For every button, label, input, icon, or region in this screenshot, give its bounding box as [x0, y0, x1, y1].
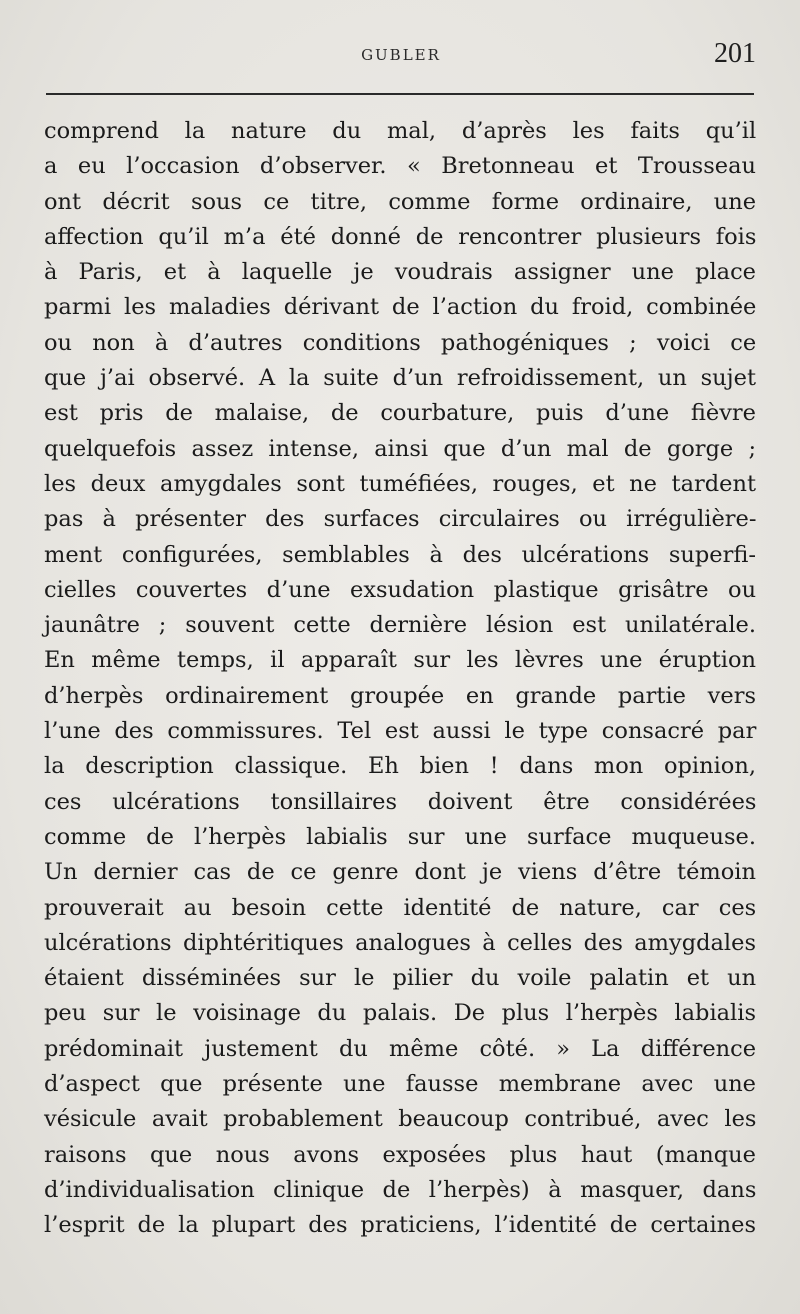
text-line: prouverait au besoin cette identité de nature, car ces	[44, 894, 757, 921]
text-line: ulcérations diphtéritiques analogues à celles des amygdales	[44, 929, 756, 956]
text-line: jaunâtre ; souvent cette dernière lésion est unilatérale.	[44, 612, 756, 639]
text-line: la description classique. Eh bien ! dans mon opinion,	[44, 753, 756, 780]
text-line: est pris de malaise, de courbature, puis d’une fièvre	[44, 400, 756, 427]
text-line: étaient disséminées sur le pilier du voile palatin et un	[44, 965, 757, 992]
text-line: pas à présenter des surfaces circulaires ou irrégulière-	[44, 506, 757, 533]
text-line: vésicule avait probablement beaucoup contribué, avec les	[44, 1106, 757, 1133]
text-line: que j’ai observé. A la suite d’un refroidissement, un sujet	[44, 365, 756, 392]
text-line: comprend la nature du mal, d’après les faits qu’il	[44, 118, 757, 144]
text-line: à Paris, et à laquelle je voudrais assigner une place	[44, 259, 756, 286]
text-line: ont décrit sous ce titre, comme forme ordinaire, une	[44, 188, 757, 215]
text-line: l’esprit de la plupart des praticiens, l’identité de certaines	[44, 1212, 756, 1239]
text-line: raisons que nous avons exposées plus haut (manque	[44, 1141, 756, 1168]
text-line: En même temps, il apparaît sur les lèvres une éruption	[44, 647, 757, 674]
page-number: 201	[714, 38, 756, 69]
text-line: d’individualisation clinique de l’herpès) à masquer, dans	[44, 1176, 757, 1203]
text-line: prédominait justement du même côté. » La différence	[44, 1035, 757, 1062]
page-header	[46, 36, 756, 76]
text-line: quelquefois assez intense, ainsi que d’un mal de gorge ;	[44, 435, 757, 462]
text-line: affection qu’il m’a été donné de rencontrer plusieurs fois	[44, 223, 757, 250]
text-line: d’aspect que présente une fausse membrane avec une	[44, 1071, 756, 1098]
text-line: Un dernier cas de ce genre dont je viens d’être témoin	[44, 859, 756, 886]
text-line: ou non à d’autres conditions pathogéniques ; voici ce	[44, 329, 757, 356]
text-line: l’une des commissures. Tel est aussi le type consacré par	[44, 718, 757, 745]
body-paragraph	[44, 114, 756, 1244]
text-line: les deux amygdales sont tuméfiées, rouges, et ne tardent	[44, 470, 756, 497]
text-line: comme de l’herpès labialis sur une surface muqueuse.	[44, 823, 756, 850]
text-line: ces ulcérations tonsillaires doivent être considérées	[44, 788, 757, 815]
text-line: cielles couvertes d’une exsudation plastique grisâtre ou	[44, 576, 757, 603]
text-line: d’herpès ordinairement groupée en grande partie vers	[44, 682, 756, 709]
text-line: a eu l’occasion d’observer. « Bretonneau et Trousseau	[44, 153, 756, 180]
text-line: peu sur le voisinage du palais. De plus l’herpès labialis	[44, 1000, 756, 1027]
header-rule	[46, 93, 754, 95]
text-line: parmi les maladies dérivant de l’action du froid, combinée	[44, 294, 757, 321]
running-head: GUBLER	[361, 46, 441, 64]
text-line: ment configurées, semblables à des ulcérations superfi-	[44, 541, 756, 568]
